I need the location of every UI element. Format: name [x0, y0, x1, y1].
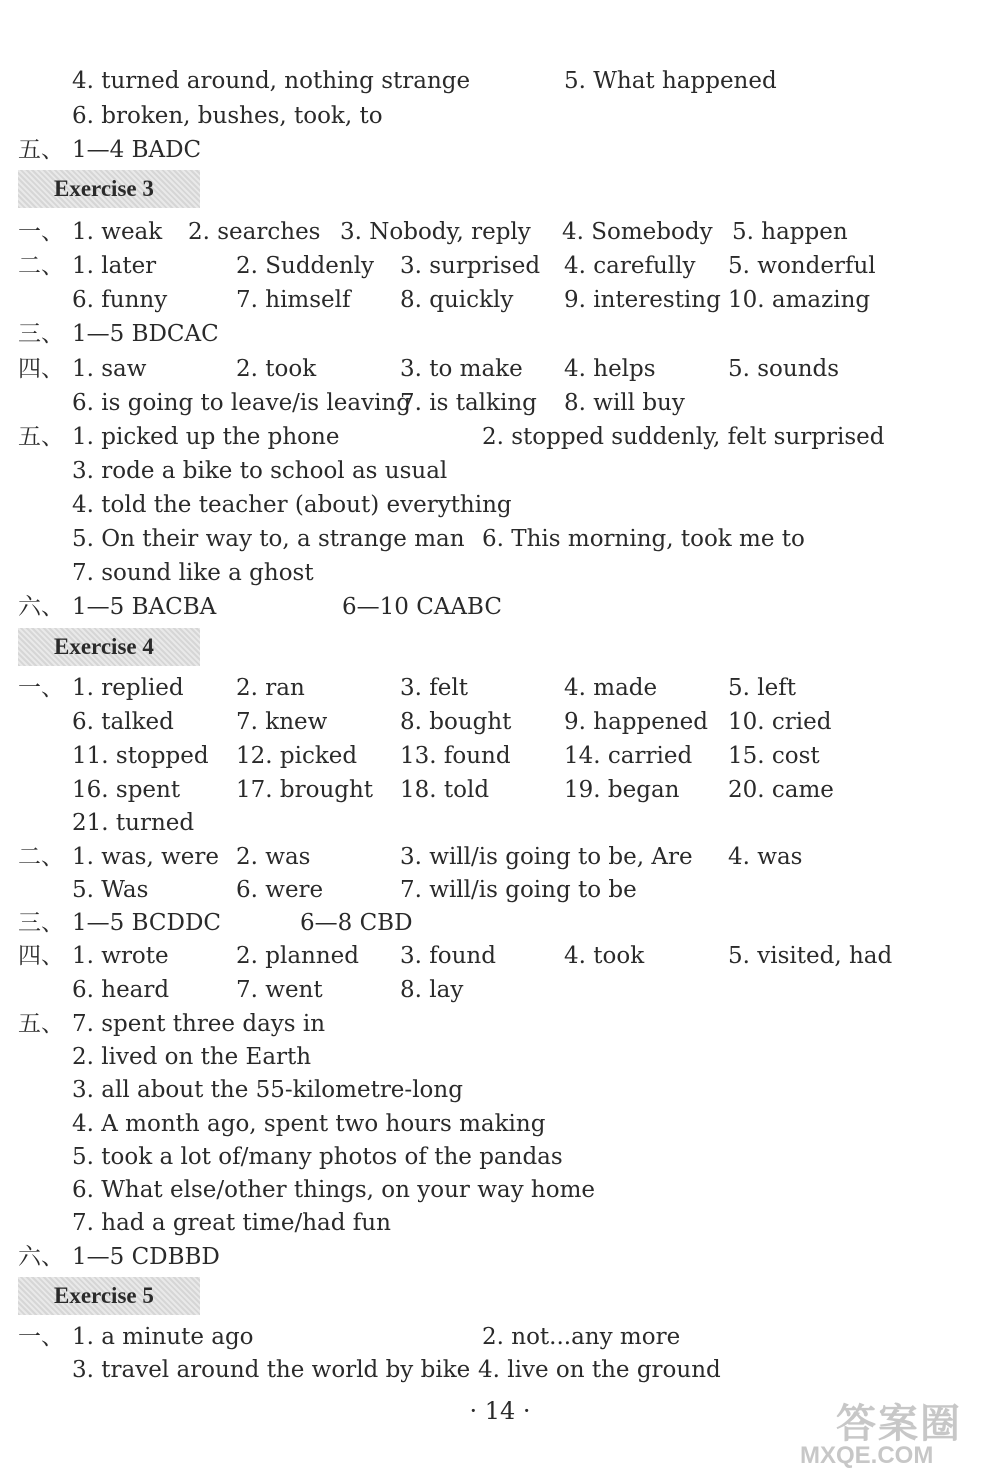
answer-item: 3. to make — [400, 356, 523, 382]
answer-item: 1. a minute ago — [72, 1324, 254, 1350]
answer-item: 5. left — [728, 675, 796, 701]
answer-item: 7. himself — [236, 287, 351, 313]
exercise-title: Exercise 5 — [54, 1283, 154, 1308]
answer-row — [0, 939, 1000, 973]
answer-item: 6—10 CAABC — [342, 594, 502, 620]
answer-item: 6. broken, bushes, took, to — [72, 103, 383, 129]
answer-row — [0, 522, 1000, 556]
answer-item: 4. Somebody — [562, 219, 713, 245]
answer-item: 10. cried — [728, 709, 832, 735]
answer-item: 17. brought — [236, 777, 374, 803]
answer-item: 5. sounds — [728, 356, 840, 382]
section-label: 二、 — [18, 253, 64, 279]
answer-item: 9. interesting — [564, 287, 721, 313]
answer-item: 4. turned around, nothing strange — [72, 68, 471, 94]
answer-item: 7. went — [236, 977, 323, 1003]
answer-row — [0, 386, 1000, 420]
section-label: 二、 — [18, 844, 64, 870]
answer-row — [0, 671, 1000, 705]
answer-item: 3. found — [400, 943, 496, 969]
exercise-header — [18, 1277, 200, 1315]
section-label: 一、 — [18, 1324, 64, 1350]
answer-item: 8. quickly — [400, 287, 514, 313]
answer-item: 3. Nobody, reply — [340, 219, 531, 245]
section-label: 五、 — [18, 1011, 64, 1037]
answer-item: 1—4 BADC — [72, 137, 202, 163]
section-label: 三、 — [18, 321, 64, 347]
section-label: 一、 — [18, 675, 64, 701]
answer-item: 16. spent — [72, 777, 181, 803]
answer-item: 3. surprised — [400, 253, 541, 279]
answer-item: 5. took a lot of/many photos of the pandas — [72, 1144, 563, 1170]
answer-row — [0, 1206, 1000, 1240]
answer-item: 6. is going to leave/is leaving — [72, 390, 411, 416]
watermark-url: MXQE.COM — [800, 1442, 934, 1469]
answer-item: 8. lay — [400, 977, 464, 1003]
answer-item: 11. stopped — [72, 743, 209, 769]
answer-item: 4. took — [564, 943, 645, 969]
answer-item: 3. will/is going to be, Are — [400, 844, 693, 870]
answer-item: 4. carefully — [564, 253, 696, 279]
answer-item: 21. turned — [72, 810, 195, 836]
answer-item: 7. is talking — [400, 390, 537, 416]
site-watermark — [800, 1392, 992, 1474]
answer-row — [0, 1040, 1000, 1074]
section-label: 三、 — [18, 910, 64, 936]
answer-item: 7. knew — [236, 709, 328, 735]
answer-row — [0, 99, 1000, 133]
answer-row — [0, 249, 1000, 283]
answer-item: 5. wonderful — [728, 253, 876, 279]
answer-row — [0, 873, 1000, 907]
section-label: 四、 — [18, 943, 64, 969]
answer-item: 1—5 BACBA — [72, 594, 217, 620]
answer-item: 6. were — [236, 877, 324, 903]
answer-item: 18. told — [400, 777, 490, 803]
section-label: 四、 — [18, 356, 64, 382]
section-label: 一、 — [18, 219, 64, 245]
answer-item: 1. weak — [72, 219, 163, 245]
answer-item: 2. not...any more — [482, 1324, 681, 1350]
answer-item: 1. wrote — [72, 943, 169, 969]
answer-item: 10. amazing — [728, 287, 871, 313]
answer-row — [0, 420, 1000, 454]
answer-item: 8. will buy — [564, 390, 685, 416]
answer-item: 7. will/is going to be — [400, 877, 637, 903]
answer-item: 4. helps — [564, 356, 656, 382]
answer-item: 9. happened — [564, 709, 708, 735]
answer-item: 4. live on the ground — [478, 1357, 721, 1383]
answer-row — [0, 454, 1000, 488]
page-number: · 14 · — [469, 1397, 531, 1425]
exercise-title: Exercise 3 — [54, 176, 154, 201]
answer-item: 1—5 BCDDC — [72, 910, 221, 936]
answer-item: 1. replied — [72, 675, 184, 701]
answer-item: 2. lived on the Earth — [72, 1044, 312, 1070]
answer-item: 5. Was — [72, 877, 149, 903]
answer-row — [0, 283, 1000, 317]
exercise-header — [18, 170, 200, 208]
answer-item: 3. rode a bike to school as usual — [72, 458, 448, 484]
exercise-title: Exercise 4 — [54, 634, 154, 659]
answer-item: 4. was — [728, 844, 803, 870]
answer-item: 1. picked up the phone — [72, 424, 340, 450]
section-label: 六、 — [18, 1244, 64, 1270]
answer-item: 1—5 CDBBD — [72, 1244, 220, 1270]
watermark-title: 答案圈 — [836, 1402, 962, 1446]
answer-item: 1. saw — [72, 356, 147, 382]
answer-row — [0, 215, 1000, 249]
answer-item: 14. carried — [564, 743, 693, 769]
answer-row — [0, 1353, 1000, 1387]
answer-row — [0, 840, 1000, 874]
answer-row — [0, 739, 1000, 773]
answer-item: 3. felt — [400, 675, 468, 701]
answer-item: 20. came — [728, 777, 834, 803]
answer-item: 2. stopped suddenly, felt surprised — [482, 424, 885, 450]
answer-row — [0, 317, 1000, 351]
answer-row — [0, 1107, 1000, 1141]
section-label: 五、 — [18, 424, 64, 450]
answer-row — [0, 1007, 1000, 1041]
answer-row — [0, 773, 1000, 807]
answer-item: 4. told the teacher (about) everything — [72, 492, 512, 518]
answer-item: 15. cost — [728, 743, 820, 769]
answer-row — [0, 906, 1000, 940]
answer-item: 4. A month ago, spent two hours making — [72, 1111, 546, 1137]
answer-item: 2. searches — [188, 219, 321, 245]
answer-row — [0, 806, 1000, 840]
answer-item: 6. This morning, took me to — [482, 526, 805, 552]
section-label: 五、 — [18, 137, 64, 163]
answer-row — [0, 590, 1000, 624]
exercise-header — [18, 628, 200, 666]
answer-item: 6. What else/other things, on your way home — [72, 1177, 596, 1203]
answer-row — [0, 64, 1000, 98]
answer-item: 5. What happened — [564, 68, 777, 94]
answer-item: 5. On their way to, a strange man — [72, 526, 465, 552]
answer-item: 1—5 BDCAC — [72, 321, 219, 347]
answer-item: 5. happen — [732, 219, 848, 245]
answer-row — [0, 1140, 1000, 1174]
answer-row — [0, 1240, 1000, 1274]
answer-item: 6. funny — [72, 287, 168, 313]
answer-item: 8. bought — [400, 709, 512, 735]
answer-row — [0, 488, 1000, 522]
answer-item: 19. began — [564, 777, 680, 803]
answer-item: 12. picked — [236, 743, 358, 769]
answer-item: 6—8 CBD — [300, 910, 413, 936]
answer-row — [0, 133, 1000, 167]
answer-row — [0, 1073, 1000, 1107]
answer-row — [0, 352, 1000, 386]
answer-item: 4. made — [564, 675, 658, 701]
answer-row — [0, 973, 1000, 1007]
answer-item: 2. was — [236, 844, 311, 870]
answer-item: 6. heard — [72, 977, 170, 1003]
answer-item: 13. found — [400, 743, 511, 769]
answer-item: 7. spent three days in — [72, 1011, 326, 1037]
answer-item: 6. talked — [72, 709, 174, 735]
answer-item: 1. was, were — [72, 844, 219, 870]
answer-item: 3. all about the 55-kilometre-long — [72, 1077, 463, 1103]
answer-row — [0, 556, 1000, 590]
answer-item: 2. planned — [236, 943, 360, 969]
answer-item: 1. later — [72, 253, 157, 279]
answer-item: 7. had a great time/had fun — [72, 1210, 391, 1236]
answer-item: 2. took — [236, 356, 317, 382]
answer-item: 5. visited, had — [728, 943, 893, 969]
answer-item: 2. Suddenly — [236, 253, 375, 279]
section-label: 六、 — [18, 594, 64, 620]
answer-item: 3. travel around the world by bike — [72, 1357, 471, 1383]
answer-row — [0, 1320, 1000, 1354]
answer-row — [0, 1173, 1000, 1207]
answer-item: 2. ran — [236, 675, 305, 701]
answer-row — [0, 705, 1000, 739]
answer-item: 7. sound like a ghost — [72, 560, 314, 586]
